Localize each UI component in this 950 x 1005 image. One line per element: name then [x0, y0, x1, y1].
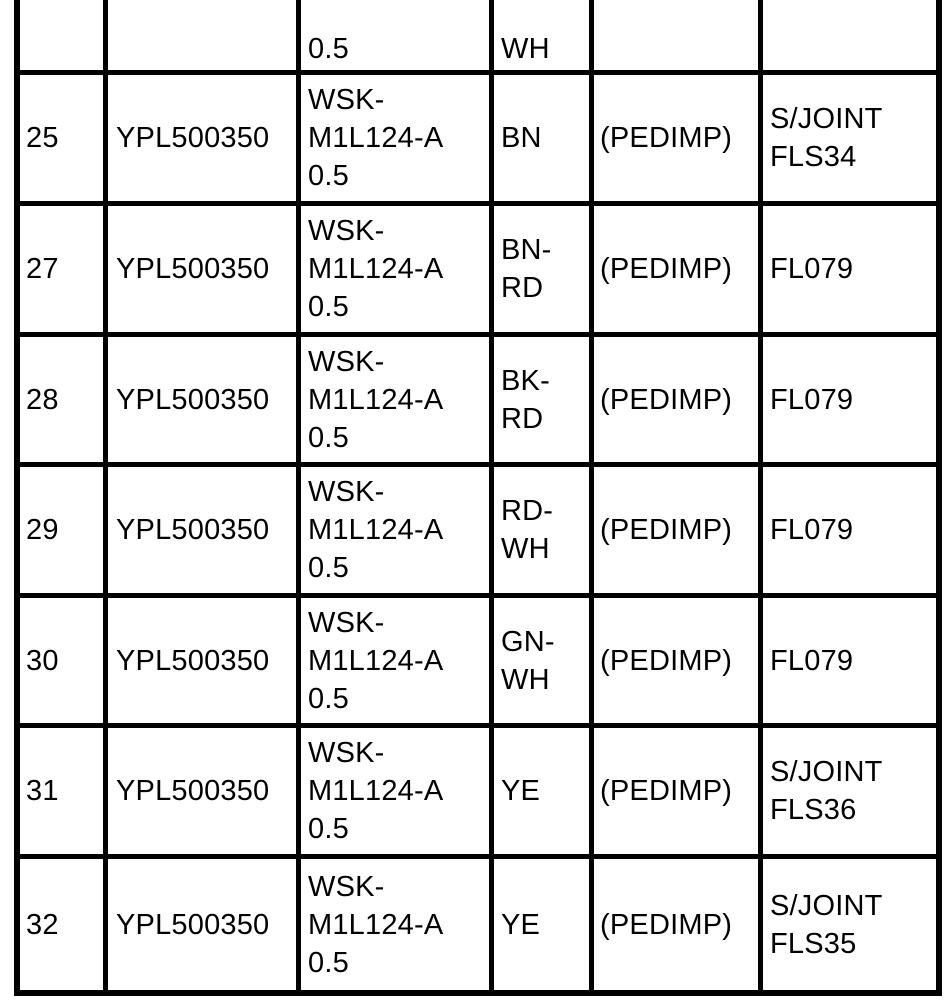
cell-color: BK- RD [501, 364, 550, 435]
cell-part: YPL500350 [116, 122, 270, 154]
cell-wire: WSK- M1L124-A 0.5 [308, 345, 444, 454]
cell-dest [594, 0, 758, 70]
cell-no: 30 [26, 644, 59, 677]
cell-part: YPL500350 [116, 514, 270, 546]
cell-color: RD- WH [501, 495, 554, 565]
cell-part [108, 0, 296, 70]
cell-wire: WSK- M1L124-A 0.5 [308, 870, 444, 979]
cell-remark: S/JOINT FLS35 [770, 889, 883, 960]
cell-color: GN- WH [501, 625, 555, 696]
cell-wire: WSK- M1L124-A 0.5 [308, 215, 444, 323]
cell-remark: FL079 [770, 644, 854, 677]
cell-color: WH [501, 33, 550, 65]
cell-dest: (PEDIMP) [600, 383, 733, 416]
cell-dest: (PEDIMP) [600, 908, 733, 941]
cell-no: 25 [26, 122, 59, 154]
cell-wire: WSK- M1L124-A 0.5 [308, 476, 444, 584]
cell-no: 28 [26, 383, 59, 416]
cell-dest: (PEDIMP) [600, 775, 733, 807]
cell-color: BN [501, 122, 542, 154]
cell-wire: WSK- M1L124-A 0.5 [308, 737, 444, 845]
cell-part: YPL500350 [116, 383, 270, 416]
cell-color: YE [501, 775, 541, 807]
cell-no: 27 [26, 253, 59, 285]
cell-no: 29 [26, 514, 59, 546]
cell-remark: S/JOINT FLS36 [770, 756, 883, 826]
cell-remark [763, 0, 936, 70]
cell-wire: WSK- M1L124-A 0.5 [308, 84, 444, 192]
cell-dest: (PEDIMP) [600, 644, 733, 677]
cell-part: YPL500350 [116, 908, 270, 941]
cell-part: YPL500350 [116, 253, 270, 285]
cell-no [24, 0, 103, 70]
cell-wire: 0.5 [308, 33, 349, 65]
cell-remark: S/JOINT FLS34 [770, 103, 883, 173]
cell-no: 32 [26, 908, 59, 941]
cell-wire: WSK- M1L124-A 0.5 [308, 606, 444, 715]
cell-part: YPL500350 [116, 775, 270, 807]
cell-no: 31 [26, 775, 59, 807]
cell-remark: FL079 [770, 253, 854, 285]
cell-dest: (PEDIMP) [600, 122, 733, 154]
cell-remark: FL079 [770, 383, 854, 416]
cell-dest: (PEDIMP) [600, 514, 733, 546]
cell-remark: FL079 [770, 514, 854, 546]
cell-color: BN- RD [501, 234, 552, 304]
cell-color: YE [501, 908, 541, 941]
cell-part: YPL500350 [116, 644, 270, 677]
cell-dest: (PEDIMP) [600, 253, 733, 285]
